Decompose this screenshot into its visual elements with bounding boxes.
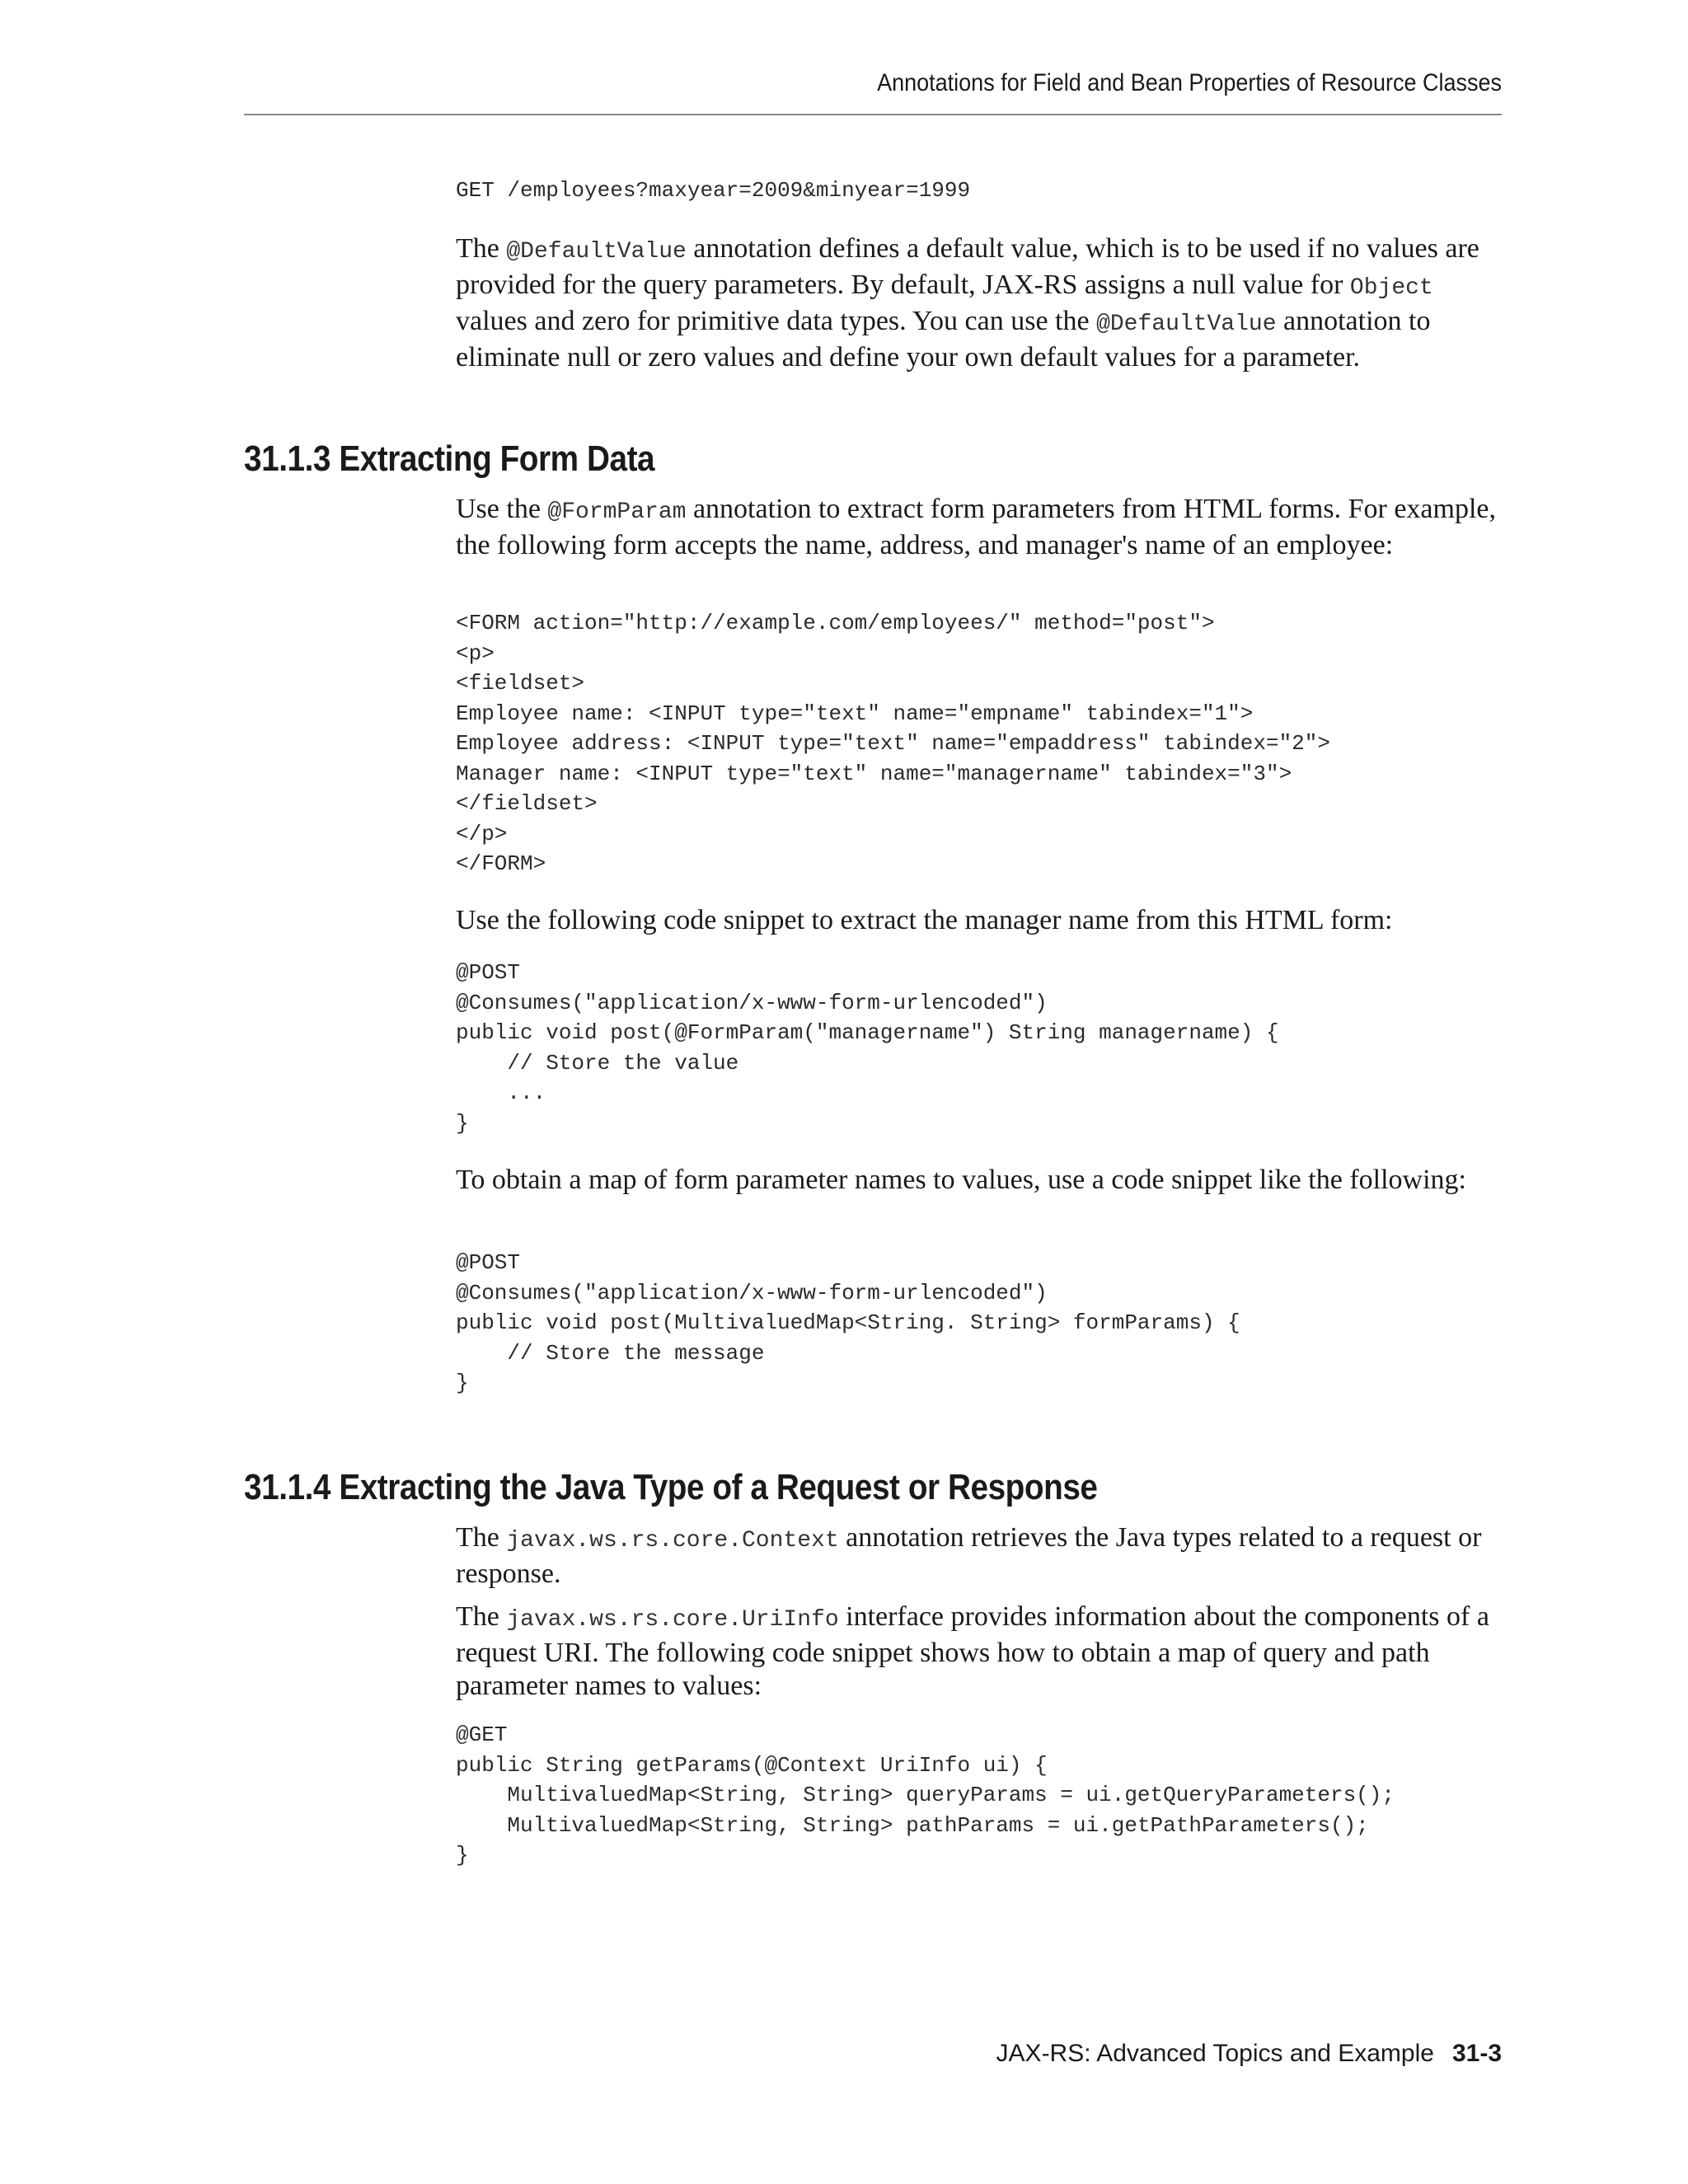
code-html-form: <FORM action="http://example.com/employees/" method="post"> <p> <fieldset> Employee name: <INPUT type="text" name="empname" tabindex="1"> Employee address: <INPUT type="text" name="empaddress" tabindex="2"> Manager name: <INPUT type="text" name="managername" tabindex="3"> </fieldset> </p> </FORM>: [456, 611, 1330, 876]
code-post-formparams: @POST @Consumes("application/x-www-form-urlencoded") public void post(MultivaluedMap<String. String> formParams) { // Store the message }: [456, 1250, 1240, 1395]
section-heading-31-1-3: 31.1.3 Extracting Form Data: [244, 438, 655, 479]
paragraph-default-value: The @DefaultValue annotation defines a default value, which is to be used if no values are provided for the query parameters. By default, JAX-RS assigns a null value for Object values and zero for primitive data types. You can use the @DefaultValue annotation to eliminate null or zero values and define your own default values for a parameter.: [456, 233, 1479, 373]
paragraph-uriinfo: The javax.ws.rs.core.UriInfo interface provides information about the components of a request URI. The following code snippet shows how to obtain a map of query and path parameter names to values:: [456, 1601, 1489, 1701]
running-header: Annotations for Field and Bean Properties of Resource Classes: [877, 69, 1502, 96]
paragraph-map-intro: To obtain a map of form parameter names to values, use a code snippet like the following:: [456, 1165, 1466, 1195]
running-footer: [996, 2040, 1502, 2068]
header-divider: [244, 114, 1502, 115]
code-post-managername: @POST @Consumes("application/x-www-form-urlencoded") public void post(@FormParam("managername") String managername) { // Store the value ... }: [456, 960, 1279, 1136]
code-get-params: @GET public String getParams(@Context UriInfo ui) { MultivaluedMap<String, String> queryParams = ui.getQueryParameters(); MultivaluedMap<String, String> pathParams = ui.getPathParameters(); }: [456, 1722, 1395, 1868]
section-heading-31-1-4: 31.1.4 Extracting the Java Type of a Request or Response: [244, 1467, 1098, 1507]
paragraph-snippet-intro: Use the following code snippet to extract the manager name from this HTML form:: [456, 905, 1393, 935]
code-query-example: GET /employees?maxyear=2009&minyear=1999: [456, 178, 971, 203]
paragraph-context: The javax.ws.rs.core.Context annotation retrieves the Java types related to a request or response.: [456, 1522, 1482, 1589]
page-number: 31-3: [1451, 2040, 1502, 2067]
footer-title: JAX-RS: Advanced Topics and Example: [996, 2040, 1434, 2067]
paragraph-formparam: Use the @FormParam annotation to extract form parameters from HTML forms. For example, the following form accepts the name, address, and manager's name of an employee:: [456, 494, 1496, 560]
